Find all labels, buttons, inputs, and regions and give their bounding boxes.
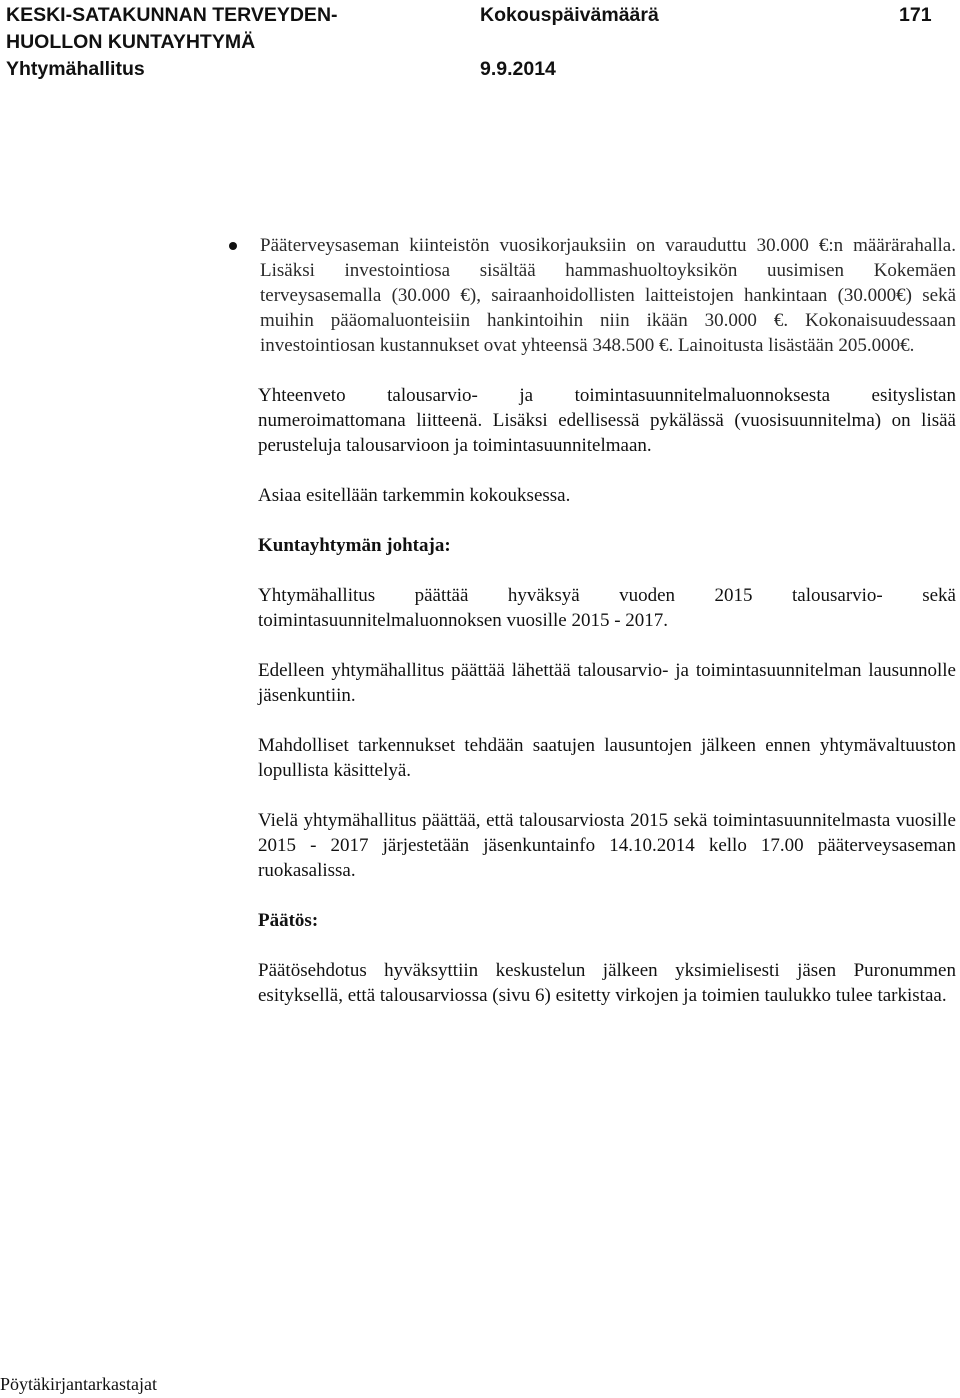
- proposal-paragraph-1: Yhtymähallitus päättää hyväksyä vuoden 2015 talousarvio- sekä toimintasuunnitelmaluonnoksen vuosille 2015 - 2017.: [258, 585, 956, 631]
- proposal-paragraph-4: Vielä yhtymähallitus päättää, että talousarviosta 2015 sekä toimintasuunnitelmasta vuosille 2015 - 2017 järjestetään jäsenkuntainfo 14.10.2014 kello 17.00 pääterveysaseman ruokasalissa.: [258, 810, 956, 881]
- investment-bullet: [258, 233, 956, 358]
- minutes-checkers-footer: Pöytäkirjantarkastajat: [0, 1374, 157, 1394]
- meeting-date: 9.9.2014: [480, 58, 556, 80]
- document-header: [6, 2, 946, 83]
- document-body: [258, 233, 956, 1008]
- governing-body: Yhtymähallitus: [6, 58, 145, 80]
- decision-heading: Päätös:: [258, 910, 319, 931]
- meeting-date-label: Kokouspäivämäärä: [480, 4, 659, 26]
- summary-paragraph: Yhteenveto talousarvio- ja toimintasuunnitelmaluonnoksesta esityslistan numeroimattomana liitteenä. Lisäksi edellisessä pykälässä (vuosisuunnitelma) on lisää perusteluja talousarvioon ja toimintasuunnitelmaan.: [258, 385, 956, 456]
- meeting-paragraph: Asiaa esitellään tarkemmin kokouksessa.: [258, 485, 571, 506]
- proposal-paragraph-3: Mahdolliset tarkennukset tehdään saatujen lausuntojen jälkeen ennen yhtymävaltuuston lopullista käsittelyä.: [258, 735, 956, 781]
- bullet-icon: [229, 242, 237, 250]
- header-row-3: [6, 56, 946, 83]
- decision-paragraph: Päätösehdotus hyväksyttiin keskustelun jälkeen yksimielisesti jäsen Puronummen esityksellä, että talousarviossa (sivu 6) esitetty virkojen ja toimien taulukko tulee tarkistaa.: [258, 960, 956, 1006]
- organization-name-line1: KESKI-SATAKUNNAN TERVEYDEN-: [6, 4, 338, 26]
- organization-name-line2: HUOLLON KUNTAYHTYMÄ: [6, 31, 256, 53]
- proposal-paragraph-2: Edelleen yhtymähallitus päättää lähettää talousarvio- ja toimintasuunnitelman lausunnolle jäsenkuntiin.: [258, 660, 956, 706]
- investment-bullet-text: Pääterveysaseman kiinteistön vuosikorjauksiin on varauduttu 30.000 €:n määrärahalla. Lisäksi investointiosa sisältää hammashuoltoyksikön uusimisen Kokemäen terveysasemalla (30.000 €), sairaanhoidollisten laitteistojen hankintaan (30.000€) sekä muihin pääomaluonteisiin hankintoihin niin ikään 30.000 €. Kokonaisuudessaan investointiosan kustannukset ovat yhteensä 348.500 €. Lainoitusta lisästään 205.000€.: [260, 235, 956, 356]
- header-row-2: [6, 29, 946, 56]
- page-number: 171: [899, 4, 932, 26]
- header-row-1: [6, 2, 946, 29]
- proposal-heading: Kuntayhtymän johtaja:: [258, 535, 451, 556]
